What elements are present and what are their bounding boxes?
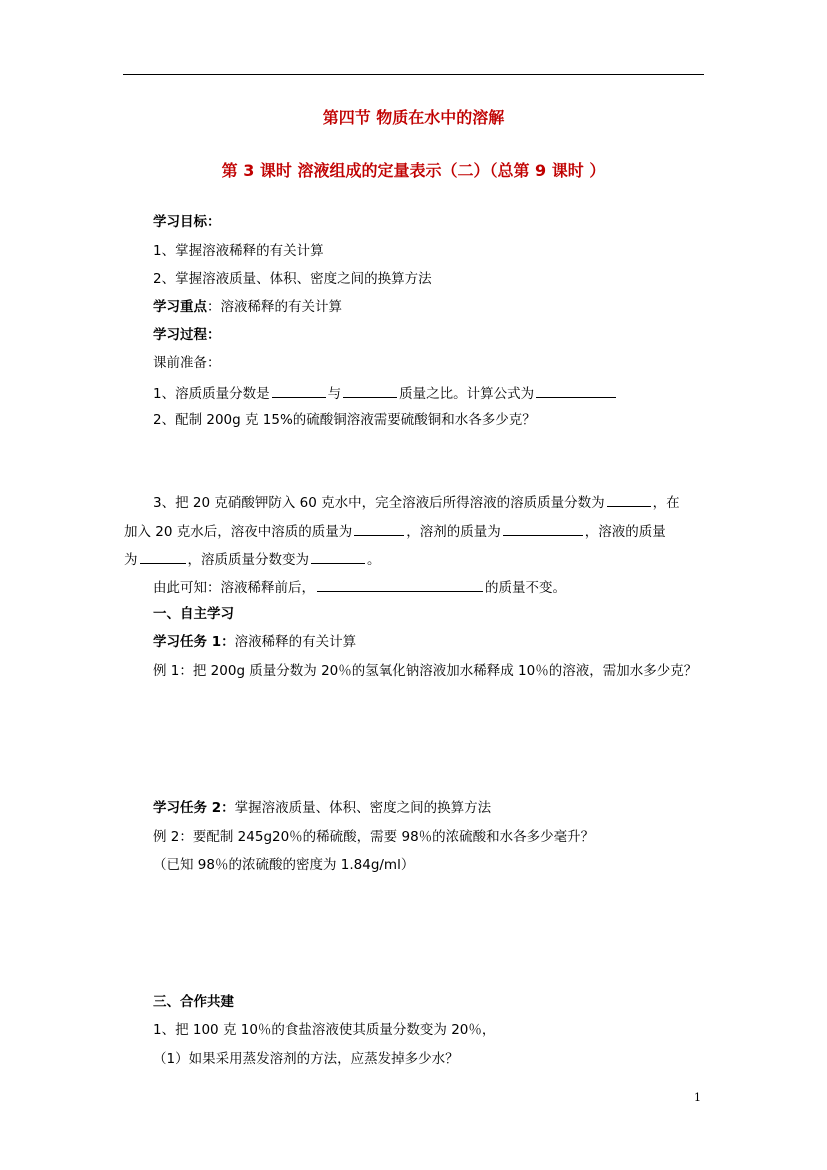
blank[interactable] <box>311 549 365 564</box>
page-subtitle: 第 3 课时 溶液组成的定量表示（二）（总第 9 课时 ） <box>221 161 606 180</box>
blank[interactable] <box>536 383 616 398</box>
key-point-text: ：溶液稀释的有关计算 <box>207 299 342 315</box>
page-title: 第四节 物质在水中的溶解 <box>322 108 505 127</box>
objectives-heading: 学习目标： <box>153 214 221 230</box>
question-3-line-2: 加入 20 克水后，溶夜中溶质的质量为 ，溶剂的质量为 ，溶液的质量 <box>124 521 666 541</box>
question-3-line-3: 为 ，溶质质量分数变为 。 <box>124 549 381 569</box>
cooperation-question-1: 1、把 100 克 10％的食盐溶液使其质量分数变为 20％， <box>153 1022 496 1038</box>
blank[interactable] <box>343 383 397 398</box>
process-heading: 学习过程： <box>153 327 221 343</box>
cooperation-question-1-sub: （1）如果采用蒸发溶剂的方法，应蒸发掉多少水？ <box>153 1051 459 1067</box>
section-1-heading: 一、自主学习 <box>153 606 234 622</box>
blank[interactable] <box>140 549 186 564</box>
section-3-heading: 三、合作共建 <box>153 994 234 1010</box>
question-2: 2、配制 200g 克 15%的硫酸铜溶液需要硫酸铜和水各多少克？ <box>153 412 536 428</box>
key-point-label: 学习重点 <box>153 299 207 315</box>
header-rule <box>123 74 704 75</box>
question-3-line-1: 3、把 20 克硝酸钾防入 60 克水中，完全溶液后所得溶液的溶质质量分数为 ，在 <box>153 492 680 512</box>
prep-heading: 课前准备： <box>153 355 221 371</box>
blank[interactable] <box>272 383 326 398</box>
objective-2: 2、掌握溶液质量、体积、密度之间的换算方法 <box>153 271 432 287</box>
blank[interactable] <box>354 521 404 536</box>
blank[interactable] <box>503 521 583 536</box>
key-point <box>153 298 342 316</box>
example-2-note: （已知 98％的浓硫酸的密度为 1.84g/ml） <box>153 857 415 873</box>
page-number: 1 <box>694 1091 701 1104</box>
example-2: 例 2：要配制 245g20％的稀硫酸，需要 98％的浓硫酸和水各多少毫升？ <box>153 829 595 845</box>
blank[interactable] <box>607 492 651 507</box>
question-1: 1、溶质质量分数是 与 质量之比。计算公式为 <box>153 383 618 403</box>
objective-1: 1、掌握溶液稀释的有关计算 <box>153 243 324 259</box>
conclusion: 由此可知：溶液稀释前后， 的质量不变。 <box>153 577 566 597</box>
example-1: 例 1：把 200g 质量分数为 20％的氢氧化钠溶液加水稀释成 10％的溶液，需加水多少克？ <box>153 663 698 679</box>
blank[interactable] <box>317 577 483 592</box>
task-2: 学习任务 2：掌握溶液质量、体积、密度之间的换算方法 <box>153 800 492 816</box>
task-1: 学习任务 1：溶液稀释的有关计算 <box>153 634 357 650</box>
